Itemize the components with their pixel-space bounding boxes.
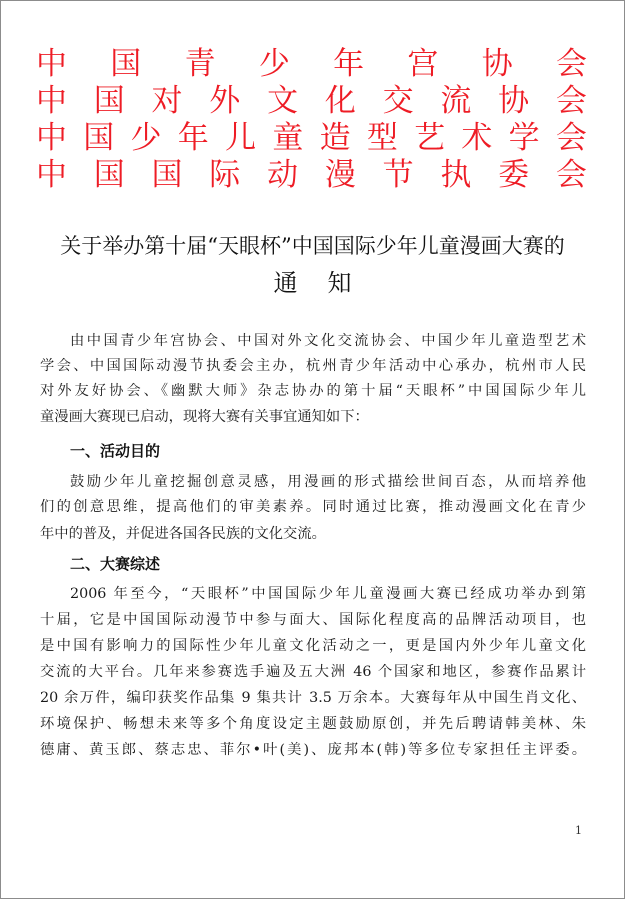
- section-1-line: 们的创意思维，提高他们的审美素养。同时通过比赛，推动漫画文化在青少: [40, 499, 586, 515]
- organizer-char: 交: [382, 83, 414, 119]
- organizer-line-2: [36, 83, 587, 119]
- organizer-char: 造: [319, 120, 351, 156]
- organizer-char: 童: [272, 120, 304, 156]
- organizer-char: 型: [366, 120, 398, 156]
- organizer-char: 术: [461, 120, 493, 156]
- organizer-char: 执: [440, 157, 472, 193]
- organizer-char: 会: [555, 157, 587, 193]
- section-2-heading: 二、大赛综述: [70, 555, 161, 573]
- organizer-char: 国: [151, 157, 183, 193]
- organizer-char: 协: [481, 46, 513, 82]
- organizer-char: 年: [333, 46, 365, 82]
- document-subtitle: 通知: [273, 269, 382, 297]
- organizer-char: 会: [555, 83, 587, 119]
- section-1-line: 年中的普及，并促进各国各民族的文化交流。: [40, 526, 326, 542]
- organizer-char: 化: [324, 83, 356, 119]
- organizer-char: 中: [36, 46, 67, 82]
- section-2-line: 是中国有影响力的国际性少年儿童文化活动之一，更是国内外少年儿童文化: [40, 638, 586, 654]
- organizer-char: 流: [440, 83, 472, 119]
- organizer-char: 国: [93, 83, 125, 119]
- document-title: 关于举办第十届“天眼杯”中国国际少年儿童漫画大赛的: [60, 234, 565, 258]
- section-1-heading: 一、活动目的: [70, 442, 161, 460]
- section-2-line: 20 余万件，编印获奖作品集 9 集共计 3.5 万余本。大赛每年从中国生肖文化、: [40, 690, 586, 706]
- organizer-char: 少: [258, 46, 290, 82]
- organizer-char: 中: [36, 157, 67, 193]
- organizer-char: 协: [498, 83, 530, 119]
- intro-line: 学会、中国国际动漫节执委会主办，杭州青少年活动中心承办，杭州市人民: [40, 358, 586, 374]
- organizer-char: 年: [177, 120, 209, 156]
- section-2-line: 交流的大平台。几年来参赛选手遍及五大洲 46 个国家和地区，参赛作品累计: [40, 664, 586, 680]
- organizer-char: 漫: [324, 157, 356, 193]
- organizer-char: 国: [93, 157, 125, 193]
- organizer-char: 节: [382, 157, 414, 193]
- organizer-char: 国: [83, 120, 115, 156]
- organizer-char: 学: [508, 120, 540, 156]
- intro-line: 童漫画大赛现已启动，现将大赛有关事宜通知如下：: [40, 409, 369, 425]
- organizer-char: 外: [209, 83, 241, 119]
- section-2-line: 环境保护、畅想未来等多个角度设定主题鼓励原创，并先后聘请韩美林、朱: [40, 716, 586, 732]
- organizer-char: 中: [36, 83, 67, 119]
- organizer-char: 动: [267, 157, 299, 193]
- organizer-char: 国: [110, 46, 142, 82]
- organizer-char: 际: [209, 157, 241, 193]
- intro-line: 由中国青少年宫协会、中国对外文化交流协会、中国少年儿童造型艺术: [70, 333, 586, 349]
- organizer-char: 对: [151, 83, 183, 119]
- section-1-line: 鼓励少年儿童挖掘创意灵感，用漫画的形式描绘世间百态，从而培养他: [70, 474, 586, 490]
- organizer-char: 委: [498, 157, 530, 193]
- organizer-char: 艺: [414, 120, 446, 156]
- organizer-char: 会: [555, 120, 587, 156]
- organizer-char: 儿: [225, 120, 257, 156]
- organizer-char: 少: [130, 120, 162, 156]
- intro-line: 对外友好协会、《幽默大师》杂志协办的第十届“天眼杯”中国国际少年儿: [40, 383, 586, 399]
- organizer-char: 中: [36, 120, 67, 156]
- section-2-line: 2006 年至今，“天眼杯”中国国际少年儿童漫画大赛已经成功举办到第: [70, 586, 586, 602]
- organizer-char: 文: [267, 83, 299, 119]
- section-2-line: 德庸、黄玉郎、蔡志忠、菲尔•叶(美)、庞邦本(韩)等多位专家担任主评委。: [40, 742, 586, 758]
- organizer-char: 青: [184, 46, 216, 82]
- organizer-char: 会: [555, 46, 587, 82]
- organizer-char: 宫: [407, 46, 439, 82]
- organizer-line-3: [36, 120, 587, 156]
- page-number: 1: [575, 824, 582, 837]
- organizer-line-4: [36, 157, 587, 193]
- organizer-line-1: [36, 46, 587, 82]
- section-2-line: 十届，它是中国国际动漫节中参与面大、国际化程度高的品牌活动项目，也: [40, 612, 586, 628]
